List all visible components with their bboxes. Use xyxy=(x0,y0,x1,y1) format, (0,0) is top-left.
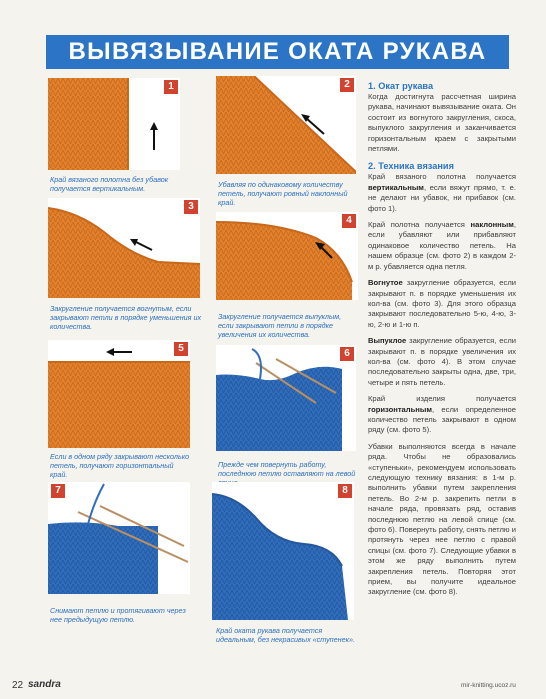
photo-7 xyxy=(48,482,190,594)
photo-5-image xyxy=(48,340,190,448)
photo-2 xyxy=(216,76,356,174)
paragraph: Убавки выполняются всегда в начале ряда. Чтобы не образовались «ступеньки», рекомендуем использовать следующую технику вязания: в 1-м р. выполнить убавки путем закрепления петель. Во 2-м р. закрепить петли в начале ряда, провязать ряд, оставив последнюю петлю на левой спице (см. фото 6). Повернуть работу, снять петлю и протянуть через нее петлю с правой спицы (см. фото 7). Следующие убавки в этом же ряду выполнить путем закрепления петель. Повторяя этот прием, вы получите идеальное закругление (см. фото 8). xyxy=(368,441,516,597)
photo-number-badge: 3 xyxy=(184,200,198,214)
paragraph: Край изделия получается горизонтальным, если определенное количество петель закрывают в одном ряду (см. фото 5). xyxy=(368,394,516,435)
photo-4-caption: Закругление получается выпуклым, если закрывают петли в порядке увеличения их количества. xyxy=(218,312,342,339)
source-url: mir-knitting.ucoz.ru xyxy=(461,682,516,689)
photo-number-badge: 7 xyxy=(51,484,65,498)
photo-6-image xyxy=(216,345,356,451)
section-heading-2: 2. Техника вязания xyxy=(368,161,454,172)
photo-2-image xyxy=(216,76,356,174)
magazine-brand: sandra xyxy=(28,679,61,690)
photo-4 xyxy=(216,212,358,300)
photo-5-caption: Если в одном ряду закрывают несколько петель, получают горизонтальный край. xyxy=(50,452,190,479)
photo-3 xyxy=(48,198,200,298)
section-heading-1: 1. Окат рукава xyxy=(368,81,434,91)
photo-4-image xyxy=(216,212,358,300)
photo-2-caption: Убавляя по одинаковому количеству петель, получают ровный наклонный край. xyxy=(218,180,348,207)
photo-number-badge: 4 xyxy=(342,214,356,228)
paragraph: Край полотна получается наклонным, если убавляют или прибавляют одинаковое количество петель. На нашем образце (см. фото 2) в каждом 2-м р. убавляется одна петля. xyxy=(368,220,516,271)
photo-1 xyxy=(48,78,180,170)
photo-7-image xyxy=(48,482,190,594)
photo-8 xyxy=(212,482,354,620)
photo-8-image xyxy=(212,482,354,620)
photo-6 xyxy=(216,345,356,451)
photo-6-caption: Прежде чем повернуть работу, последнюю петлю оставляют на левой xyxy=(218,460,356,478)
page-number: 22 xyxy=(12,680,24,691)
paragraph: Вогнутое закругление образуется, если закрывают п. в порядке уменьшения их кол-ва (см. фото 3). Для этого образца закрывают последовательно 5-ю, 4-ю, 3-ю, 2-ю и 1-ю п. xyxy=(368,278,516,329)
article-text xyxy=(368,80,516,604)
paragraph: Выпуклое закругление образуется, если закрывают п. в порядке увеличения их кол-ва (см. фото 4). В этом случае последовательно закрыты одна, две, три, четыре и пять петель. xyxy=(368,336,516,387)
photo-number-badge: 1 xyxy=(164,80,178,94)
photo-number-badge: 6 xyxy=(340,347,354,361)
photo-8-caption: Край оката рукава получается идеальным, без некрасивых «ступенек». xyxy=(216,626,355,644)
photo-3-image xyxy=(48,198,200,298)
photo-1-caption: Край вязаного полотна без убавок получается вертикальным. xyxy=(50,175,169,193)
photo-5 xyxy=(48,340,190,448)
photo-7-caption: Снимают петлю и протягивают через нее предыдущую петлю. xyxy=(50,606,186,624)
paragraph: Край вязаного полотна получается вертикальным, если вяжут прямо, т. е. не делают ни убавок, ни прибавок (см. фото 1). xyxy=(368,172,516,213)
page-title: ВЫВЯЗЫВАНИЕ ОКАТА РУКАВА xyxy=(46,35,509,69)
photo-3-caption: Закругление получается вогнутым, если закрывают петли в порядке уменьшения их количества. xyxy=(50,304,202,331)
photo-number-badge: 5 xyxy=(174,342,188,356)
paragraph: Когда достигнута рассчетная ширина рукава, начинают вывязывание оката. Он состоит из вогнутого закругления, скоса, выпуклого закругления и заканчивается горизонтальным краем с закрытыми петлями. xyxy=(368,92,516,154)
photo-number-badge: 8 xyxy=(338,484,352,498)
photo-1-image xyxy=(48,78,180,170)
photo-number-badge: 2 xyxy=(340,78,354,92)
